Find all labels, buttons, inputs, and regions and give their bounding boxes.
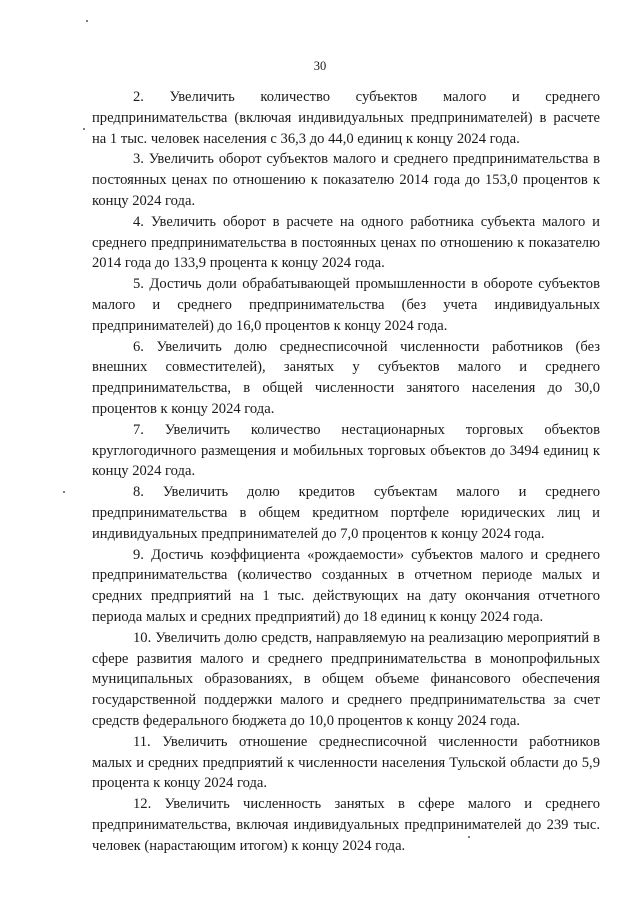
list-item: 6. Увеличить долю среднесписочной численности работников (без внешних совместителей), занятых у субъектов малого и среднего предпринимательства, в общей численности занятого населения до 30,0 процентов к концу 2024 года. <box>92 338 600 417</box>
scan-speck <box>86 20 88 22</box>
document-body <box>92 87 600 856</box>
list-item: 10. Увеличить долю средств, направляемую на реализацию мероприятий в сфере развития малого и среднего предпринимательства в монопрофильных муниципальных образованиях, в общем объеме финансового обеспечения государственной поддержки малого и среднего предпринимательства за счет средств федерального бюджета до 10,0 процентов к концу 2024 года. <box>92 629 600 729</box>
list-item: 8. Увеличить долю кредитов субъектам малого и среднего предпринимательства в общем кредитном портфеле юридических лиц и индивидуальных предпринимателей до 7,0 процентов к концу 2024 года. <box>92 484 600 542</box>
list-item: 12. Увеличить численность занятых в сфере малого и среднего предпринимательства, включая индивидуальных предпринимателей до 239 тыс. человек (нарастающим итогом) к концу 2024 года. <box>92 796 600 854</box>
list-item: 7. Увеличить количество нестационарных торговых объектов круглогодичного размещения и мобильных торговых объектов до 3494 единиц к концу 2024 года. <box>92 421 600 480</box>
scan-speck <box>83 128 85 130</box>
scan-speck <box>468 836 470 838</box>
list-item: 9. Достичь коэффициента «рождаемости» субъектов малого и среднего предпринимательства (количество созданных в отчетном периоде малых и средних предприятий на 1 тыс. действующих на дату окончания отчетного периода малых и средних предприятий) до 18 единиц к концу 2024 года. <box>92 546 600 625</box>
list-item: 11. Увеличить отношение среднесписочной численности работников малых и средних предприятий к численности населения Тульской области до 5,9 процента к концу 2024 года. <box>92 733 600 792</box>
page-number: 30 <box>313 59 327 73</box>
list-item: 3. Увеличить оборот субъектов малого и среднего предпринимательства в постоянных ценах по отношению к показателю 2014 года до 153,0 процентов к концу 2024 года. <box>92 151 600 209</box>
scan-speck <box>63 491 65 493</box>
list-item: 5. Достичь доли обрабатывающей промышленности в обороте субъектов малого и среднего предпринимательства (без учета индивидуальных предпринимателей) до 16,0 процентов к концу 2024 года. <box>92 276 600 334</box>
list-item: 2. Увеличить количество субъектов малого и среднего предпринимательства (включая индивидуальных предпринимателей) в расчете на 1 тыс. человек населения с 36,3 до 44,0 единиц к концу 2024 года. <box>92 89 600 147</box>
list-item: 4. Увеличить оборот в расчете на одного работника субъекта малого и среднего предпринимательства в постоянных ценах по отношению к показателю 2014 года до 133,9 процента к концу 2024 года. <box>92 213 600 272</box>
